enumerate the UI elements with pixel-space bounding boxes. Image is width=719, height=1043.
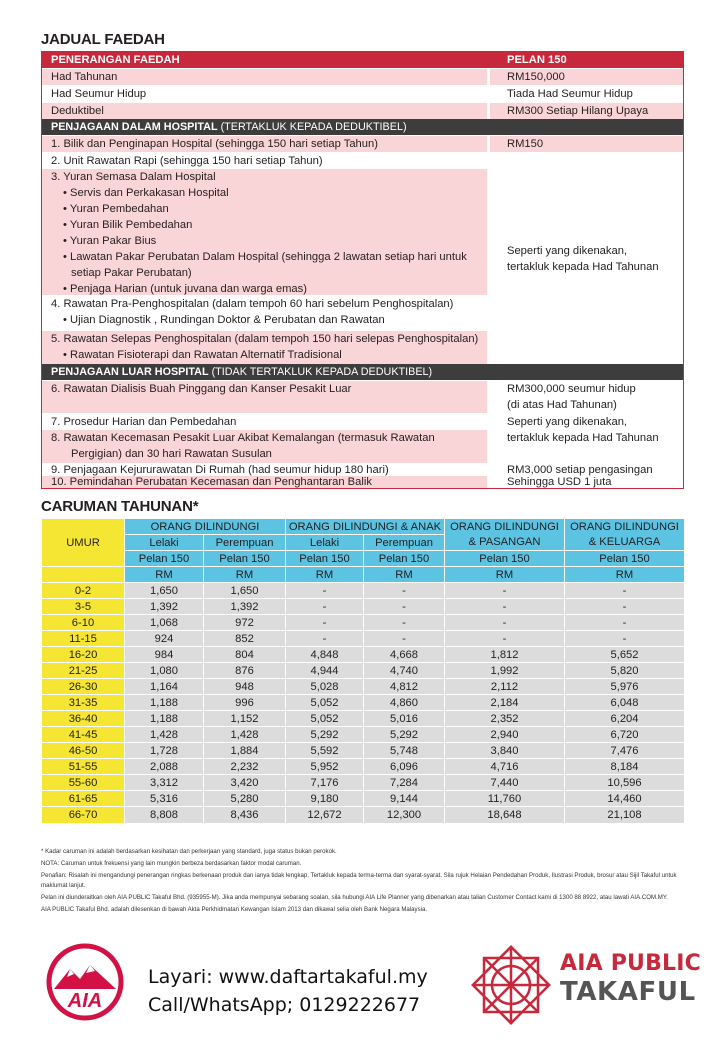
- benefit-item-10: [42, 476, 683, 488]
- contribution-cell: 1,188: [125, 695, 204, 711]
- contribution-cell: -: [445, 615, 565, 631]
- contribution-table-title: CARUMAN TAHUNAN*: [41, 498, 199, 515]
- group-header-3-l2: & PASANGAN: [468, 535, 541, 548]
- contribution-cell: 1,164: [125, 679, 204, 695]
- plan-header: Pelan 150: [565, 551, 685, 567]
- benefit-item-3b: • Yuran Pembedahan: [63, 203, 169, 215]
- age-band: 26-30: [42, 679, 125, 695]
- lifetime-limit-label: Had Seumur Hidup: [42, 86, 487, 102]
- contribution-row: [42, 599, 685, 615]
- brand-line-1: AIA PUBLIC: [560, 951, 702, 976]
- contribution-row: [42, 583, 685, 599]
- contribution-cell: 11,760: [445, 791, 565, 807]
- contribution-row: [42, 647, 685, 663]
- benefit-item-8-cont: Pergigian) dan 30 hari Rawatan Susulan: [71, 448, 272, 460]
- benefit-item-5-label: 5. Rawatan Selepas Penghospitalan (dalam tempoh 150 hari selepas Penghospitalan): [51, 333, 479, 345]
- benefit-item-9-value: RM3,000 setiap pengasingan: [490, 464, 683, 476]
- lifetime-limit-value: Tiada Had Seumur Hidup: [490, 86, 683, 102]
- aia-logo: [40, 943, 130, 1021]
- benefit-item-7-label: 7. Prosedur Harian dan Pembedahan: [42, 414, 487, 430]
- currency-header: RM: [125, 567, 204, 583]
- annual-limit-label: Had Tahunan: [42, 69, 487, 85]
- plan-header: Pelan 150: [445, 551, 565, 567]
- female-header: Perempuan: [204, 535, 286, 551]
- benefit-item-3c: • Yuran Bilik Pembedahan: [63, 219, 193, 231]
- contribution-cell: 9,144: [364, 791, 445, 807]
- outpatient-section-header: [42, 364, 683, 380]
- contribution-row: [42, 775, 685, 791]
- contribution-cell: 1,812: [445, 647, 565, 663]
- contribution-cell: 5,952: [286, 759, 364, 775]
- benefit-item-3e: • Lawatan Pakar Perubatan Dalam Hospital (sehingga 2 lawatan setiap hari untuk: [63, 251, 467, 263]
- contribution-cell: 4,716: [445, 759, 565, 775]
- contribution-cell: 1,392: [204, 599, 286, 615]
- age-band: 3-5: [42, 599, 125, 615]
- website-line[interactable]: Layari: www.daftartakaful.my: [148, 966, 428, 988]
- contribution-row: [42, 631, 685, 647]
- contribution-cell: 4,812: [364, 679, 445, 695]
- inpatient-section-header: [42, 119, 683, 135]
- benefit-item-1: [42, 136, 683, 152]
- contribution-cell: 948: [204, 679, 286, 695]
- group-header-2: ORANG DILINDUNGI & ANAK: [286, 519, 445, 535]
- lifetime-limit-row: [42, 86, 683, 102]
- contribution-cell: 5,052: [286, 711, 364, 727]
- contribution-cell: 6,720: [565, 727, 685, 743]
- age-band: 21-25: [42, 663, 125, 679]
- footnote-3: Penafian: Risalah ini mengandungi penerangan ringkas berkenaan produk dan ianya tidak lengkap. Tertakluk kepada terma-terma dan syarat-syarat. Sila rujuk Helaian Pendedahan Produk, Ilustrasi Produk, brosur atau Sijil Takaful untuk maklumat lanjut.: [41, 872, 677, 889]
- contribution-cell: 7,476: [565, 743, 685, 759]
- currency-header: RM: [445, 567, 565, 583]
- aia-logo-text: AIA: [67, 990, 103, 1012]
- annual-limit-value: RM150,000: [490, 69, 683, 85]
- contribution-cell: 984: [125, 647, 204, 663]
- deductible-label: Deduktibel: [42, 103, 487, 119]
- benefit-item-3a: • Servis dan Perkakasan Hospital: [63, 187, 229, 199]
- contribution-cell: 4,944: [286, 663, 364, 679]
- contribution-cell: 5,016: [364, 711, 445, 727]
- plan-header: Pelan 150: [364, 551, 445, 567]
- contribution-cell: -: [565, 583, 685, 599]
- group-header-4-l1: ORANG DILINDUNGI: [570, 520, 679, 533]
- deductible-value: RM300 Setiap Hilang Upaya: [490, 103, 683, 119]
- contribution-cell: 1,152: [204, 711, 286, 727]
- contribution-table: [41, 518, 684, 840]
- contribution-row: [42, 679, 685, 695]
- age-band: 41-45: [42, 727, 125, 743]
- takaful-brand: [560, 950, 701, 1006]
- benefit-item-3-block: [42, 169, 487, 295]
- contribution-cell: -: [286, 583, 364, 599]
- as-charged-outpatient: [490, 414, 683, 463]
- contribution-cell: -: [445, 631, 565, 647]
- contribution-cell: -: [565, 599, 685, 615]
- benefit-item-4-block: [42, 296, 487, 330]
- benefit-item-5-block: [42, 331, 487, 364]
- contribution-cell: -: [286, 615, 364, 631]
- benefit-item-3d: • Yuran Pakar Bius: [63, 235, 157, 247]
- age-band: 61-65: [42, 791, 125, 807]
- contribution-cell: -: [445, 599, 565, 615]
- benefit-header-left: PENERANGAN FAEDAH: [42, 52, 487, 68]
- age-band: 11-15: [42, 631, 125, 647]
- contribution-cell: 5,028: [286, 679, 364, 695]
- benefit-item-9: [42, 464, 683, 476]
- contribution-cell: 1,428: [204, 727, 286, 743]
- group-header-3: [445, 519, 565, 551]
- currency-header: RM: [364, 567, 445, 583]
- contribution-cell: 876: [204, 663, 286, 679]
- age-band: 0-2: [42, 583, 125, 599]
- contribution-cell: 21,108: [565, 807, 685, 823]
- contribution-cell: 7,284: [364, 775, 445, 791]
- as-charged-line-1: Seperti yang dikenakan,: [507, 416, 628, 428]
- contribution-cell: 5,652: [565, 647, 685, 663]
- benefit-item-3f: • Penjaga Harian (untuk juvana dan warga emas): [63, 283, 307, 295]
- phone-line[interactable]: Call/WhatsApp; 0129222677: [148, 994, 421, 1016]
- contribution-cell: 3,312: [125, 775, 204, 791]
- age-band: 31-35: [42, 695, 125, 711]
- currency-header: RM: [286, 567, 364, 583]
- as-charged-line-2: tertakluk kepada Had Tahunan: [507, 432, 659, 444]
- contribution-cell: -: [565, 615, 685, 631]
- plan-header: Pelan 150: [204, 551, 286, 567]
- contribution-cell: 5,976: [565, 679, 685, 695]
- age-band: 55-60: [42, 775, 125, 791]
- contribution-cell: 4,860: [364, 695, 445, 711]
- contribution-cell: 5,316: [125, 791, 204, 807]
- benefit-item-2-label: 2. Unit Rawatan Rapi (sehingga 150 hari setiap Tahun): [42, 153, 487, 169]
- contribution-cell: 972: [204, 615, 286, 631]
- footnotes: [41, 847, 686, 917]
- benefit-table-title: JADUAL FAEDAH: [41, 31, 165, 48]
- contribution-cell: 804: [204, 647, 286, 663]
- contribution-row: [42, 759, 685, 775]
- contribution-cell: 8,808: [125, 807, 204, 823]
- male-header: Lelaki: [125, 535, 204, 551]
- contribution-cell: 5,748: [364, 743, 445, 759]
- contribution-cell: 1,992: [445, 663, 565, 679]
- contribution-cell: 8,184: [565, 759, 685, 775]
- group-header-1: ORANG DILINDUNGI: [125, 519, 286, 535]
- contribution-cell: 2,112: [445, 679, 565, 695]
- contribution-cell: 2,184: [445, 695, 565, 711]
- group-header-3-l1: ORANG DILINDUNGI: [450, 520, 559, 533]
- inpatient-note: (TERTAKLUK KEPADA DEDUKTIBEL): [220, 121, 407, 133]
- contribution-cell: 996: [204, 695, 286, 711]
- plan-header: Pelan 150: [286, 551, 364, 567]
- contribution-cell: 6,096: [364, 759, 445, 775]
- contribution-cell: 2,088: [125, 759, 204, 775]
- age-band: 46-50: [42, 743, 125, 759]
- contribution-cell: 1,392: [125, 599, 204, 615]
- as-charged-inpatient: [490, 153, 683, 364]
- contribution-cell: 18,648: [445, 807, 565, 823]
- contribution-cell: 924: [125, 631, 204, 647]
- footnote-2: NOTA: Caruman untuk frekuensi yang lain mungkin berbeza berdasarkan faktor modal caruman.: [41, 860, 302, 867]
- contribution-cell: -: [364, 631, 445, 647]
- contribution-cell: 5,292: [364, 727, 445, 743]
- currency-header: RM: [565, 567, 685, 583]
- footnote-1: * Kadar caruman ini adalah berdasarkan kesihatan dan perkerjaan yang standard, juga status bukan perokok.: [41, 848, 337, 855]
- contribution-row: [42, 791, 685, 807]
- contribution-cell: 5,280: [204, 791, 286, 807]
- benefit-item-3e-cont: setiap Pakar Perubatan): [71, 267, 192, 279]
- age-band: 36-40: [42, 711, 125, 727]
- benefit-item-4a: • Ujian Diagnostik , Rundingan Doktor & Perubatan dan Rawatan: [63, 314, 385, 326]
- contribution-cell: 1,068: [125, 615, 204, 631]
- contribution-cell: 12,672: [286, 807, 364, 823]
- benefit-item-6: [42, 381, 683, 413]
- contribution-row: [42, 695, 685, 711]
- as-charged-line-2: tertakluk kepada Had Tahunan: [507, 260, 659, 273]
- contribution-cell: 2,940: [445, 727, 565, 743]
- contribution-cell: 2,352: [445, 711, 565, 727]
- contribution-cell: 7,440: [445, 775, 565, 791]
- group-header-4-l2: & KELUARGA: [588, 535, 661, 548]
- outpatient-note: (TIDAK TERTAKLUK KEPADA DEDUKTIBEL): [211, 366, 433, 378]
- benefit-item-3-label: 3. Yuran Semasa Dalam Hospital: [51, 171, 216, 183]
- age-band: 6-10: [42, 615, 125, 631]
- contribution-cell: 12,300: [364, 807, 445, 823]
- contribution-cell: -: [565, 631, 685, 647]
- contribution-row: [42, 743, 685, 759]
- contribution-cell: 5,592: [286, 743, 364, 759]
- benefit-item-10-value: Sehingga USD 1 juta: [490, 476, 683, 488]
- female-header: Perempuan: [364, 535, 445, 551]
- contact-info: [148, 963, 428, 1019]
- contribution-cell: 2,232: [204, 759, 286, 775]
- contribution-cell: 5,052: [286, 695, 364, 711]
- contribution-cell: -: [364, 599, 445, 615]
- benefit-item-8-label: 8. Rawatan Kecemasan Pesakit Luar Akibat Kemalangan (termasuk Rawatan: [51, 432, 435, 444]
- contribution-cell: -: [286, 631, 364, 647]
- age-band: 66-70: [42, 807, 125, 823]
- contribution-cell: 10,596: [565, 775, 685, 791]
- benefit-item-6-value: [490, 381, 683, 413]
- contribution-row: [42, 727, 685, 743]
- age-header: UMUR: [42, 519, 125, 567]
- age-band: 16-20: [42, 647, 125, 663]
- contribution-cell: 14,460: [565, 791, 685, 807]
- contribution-cell: 4,668: [364, 647, 445, 663]
- annual-limit-row: [42, 69, 683, 85]
- outpatient-title: PENJAGAAN LUAR HOSPITAL: [51, 366, 209, 378]
- benefit-table: [41, 51, 684, 489]
- as-charged-line-1: Seperti yang dikenakan,: [507, 244, 628, 257]
- deductible-row: [42, 103, 683, 119]
- benefit-header-right: PELAN 150: [490, 52, 683, 68]
- benefit-item-10-label: 10. Pemindahan Perubatan Kecemasan dan Penghantaran Balik: [42, 476, 487, 488]
- contribution-cell: 4,848: [286, 647, 364, 663]
- benefit-item-6-label: 6. Rawatan Dialisis Buah Pinggang dan Kanser Pesakit Luar: [42, 381, 487, 413]
- contribution-cell: -: [364, 583, 445, 599]
- contribution-cell: 1,884: [204, 743, 286, 759]
- contribution-cell: 9,180: [286, 791, 364, 807]
- contribution-cell: 1,428: [125, 727, 204, 743]
- benefit-item-1-label: 1. Bilik dan Penginapan Hospital (sehingga 150 hari setiap Tahun): [42, 136, 487, 152]
- contribution-cell: 6,204: [565, 711, 685, 727]
- contribution-cell: 1,650: [125, 583, 204, 599]
- contribution-cell: 8,436: [204, 807, 286, 823]
- inpatient-title: PENJAGAAN DALAM HOSPITAL: [51, 121, 218, 133]
- contribution-cell: 5,292: [286, 727, 364, 743]
- contribution-cell: 1,188: [125, 711, 204, 727]
- contribution-row: [42, 615, 685, 631]
- benefit-item-6-value-1: RM300,000 seumur hidup: [507, 383, 636, 395]
- benefit-item-9-label: 9. Penjagaan Kejururawatan Di Rumah (had seumur hidup 180 hari): [42, 464, 487, 476]
- male-header: Lelaki: [286, 535, 364, 551]
- footnote-4: Pelan ini diunderaitkan oleh AIA PUBLIC Takaful Bhd. (935955-M). Jika anda mempunyai sebarang soalan, sila hubungi AIA Life Planner yang dibenarkan atau talian Customer Contact kami di 1300 88 8922, atau lawati AIA.COM.MY.: [41, 893, 668, 901]
- contribution-rows: [42, 583, 685, 823]
- age-header-blank: [42, 567, 125, 583]
- brand-line-2: TAKAFUL: [560, 977, 696, 1007]
- contribution-cell: 7,176: [286, 775, 364, 791]
- contribution-cell: 3,840: [445, 743, 565, 759]
- group-header-4: [565, 519, 685, 551]
- contribution-cell: 1,728: [125, 743, 204, 759]
- contribution-cell: 1,650: [204, 583, 286, 599]
- contribution-row: [42, 807, 685, 823]
- contribution-row: [42, 663, 685, 679]
- takaful-star-logo: [470, 944, 552, 1026]
- footnote-5: AIA PUBLIC Takaful Bhd. adalah dilesenkan di bawah Akta Perkhidmatan Kewangan Islam 2013 dan dikawal selia oleh Bank Negara Malaysia.: [41, 905, 428, 913]
- benefit-item-1-value: RM150: [490, 136, 683, 152]
- contribution-cell: -: [364, 615, 445, 631]
- currency-header: RM: [204, 567, 286, 583]
- contribution-cell: 3,420: [204, 775, 286, 791]
- contribution-cell: 4,740: [364, 663, 445, 679]
- contribution-row: [42, 711, 685, 727]
- contribution-cell: 1,080: [125, 663, 204, 679]
- plan-header: Pelan 150: [125, 551, 204, 567]
- contribution-cell: 5,820: [565, 663, 685, 679]
- contribution-cell: 6,048: [565, 695, 685, 711]
- contribution-cell: -: [286, 599, 364, 615]
- age-band: 51-55: [42, 759, 125, 775]
- benefit-item-4-label: 4. Rawatan Pra-Penghospitalan (dalam tempoh 60 hari sebelum Penghospitalan): [51, 298, 454, 310]
- benefit-item-8-block: [42, 430, 487, 463]
- benefit-header-row: [42, 52, 683, 68]
- benefit-item-5a: • Rawatan Fisioterapi dan Rawatan Alternatif Tradisional: [63, 349, 342, 361]
- contribution-cell: -: [445, 583, 565, 599]
- contribution-cell: 852: [204, 631, 286, 647]
- benefit-item-6-value-2: (di atas Had Tahunan): [507, 399, 617, 411]
